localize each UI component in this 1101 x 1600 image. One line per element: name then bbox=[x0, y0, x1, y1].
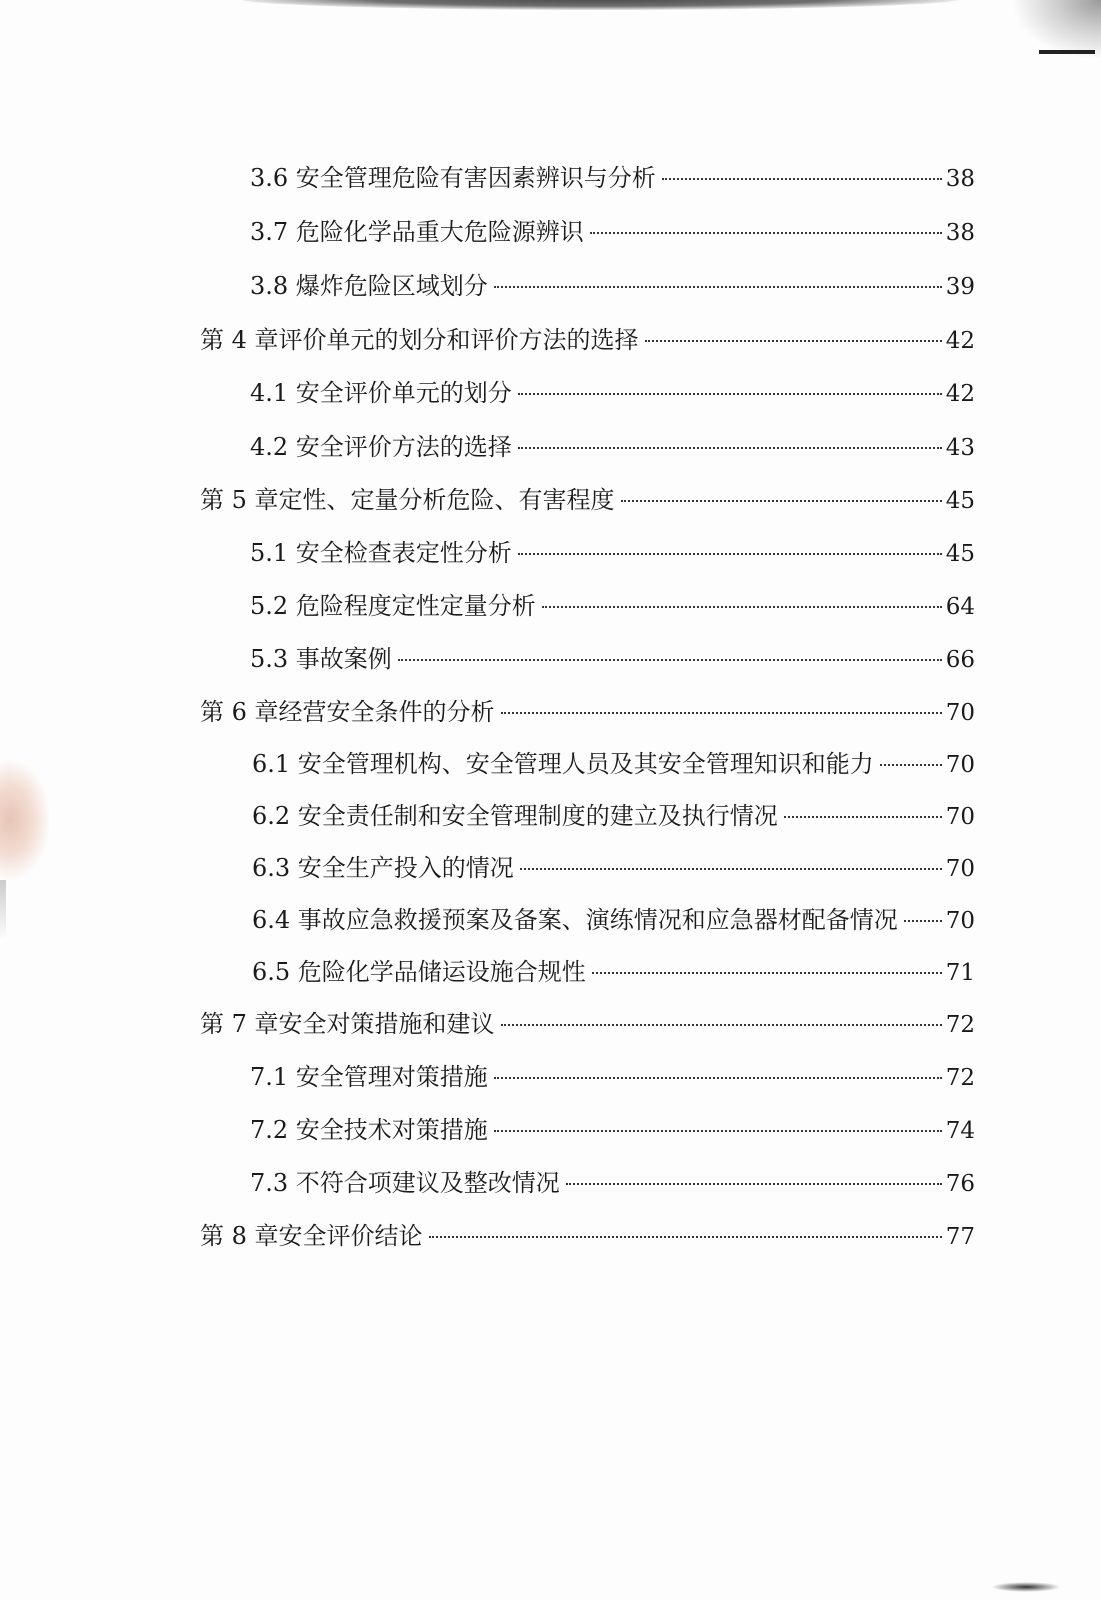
toc-entry-title: 3.8 爆炸危险区域划分 bbox=[250, 272, 488, 300]
toc-dot-leader bbox=[518, 393, 942, 395]
toc-entry-page: 71 bbox=[945, 960, 975, 986]
toc-dot-leader bbox=[520, 868, 942, 870]
toc-dot-leader bbox=[662, 178, 942, 180]
toc-entry-title: 5.1 安全检查表定性分析 bbox=[250, 539, 512, 567]
toc-entry-page: 39 bbox=[945, 274, 975, 300]
toc-entry-title: 5.2 危险程度定性定量分析 bbox=[250, 592, 536, 620]
toc-dot-leader bbox=[904, 920, 942, 922]
toc-entry bbox=[250, 591, 975, 622]
toc-dot-leader bbox=[494, 1130, 942, 1132]
toc-entry-title: 6.1 安全管理机构、安全管理人员及其安全管理知识和能力 bbox=[252, 750, 874, 778]
toc-entry-page: 70 bbox=[945, 908, 975, 934]
toc-dot-leader bbox=[784, 816, 942, 818]
toc-dot-leader bbox=[518, 447, 942, 449]
toc-entry-page: 64 bbox=[945, 594, 975, 620]
toc-entry bbox=[252, 957, 975, 988]
toc-entry-title: 3.6 安全管理危险有害因素辨识与分析 bbox=[250, 164, 656, 192]
toc-entry-page: 66 bbox=[945, 647, 975, 673]
toc-chapter-entry bbox=[200, 325, 975, 356]
toc-entry bbox=[250, 217, 975, 248]
toc-entry-page: 38 bbox=[945, 166, 975, 192]
toc-entry-title: 5.3 事故案例 bbox=[250, 645, 392, 673]
toc-entry bbox=[252, 749, 975, 780]
toc-entry-page: 70 bbox=[945, 700, 975, 726]
toc-entry bbox=[250, 538, 975, 569]
toc-dot-leader bbox=[592, 972, 942, 974]
toc-entry-title: 6.5 危险化学品储运设施合规性 bbox=[252, 958, 586, 986]
toc-entry bbox=[250, 432, 975, 463]
toc-chapter-entry bbox=[200, 1009, 975, 1040]
toc-entry bbox=[250, 1062, 975, 1093]
toc-dot-leader bbox=[494, 286, 942, 288]
toc-chapter-entry bbox=[200, 1221, 975, 1252]
toc-entry-page: 38 bbox=[945, 220, 975, 246]
toc-entry-title: 7.1 安全管理对策措施 bbox=[250, 1063, 488, 1091]
toc-entry bbox=[250, 378, 975, 409]
toc-entry-title: 第 5 章定性、定量分析危险、有害程度 bbox=[200, 486, 615, 514]
toc-entry bbox=[252, 801, 975, 832]
toc-dot-leader bbox=[590, 232, 942, 234]
toc-chapter-entry bbox=[200, 485, 975, 516]
toc-entry-page: 77 bbox=[945, 1224, 975, 1250]
toc-dot-leader bbox=[518, 553, 942, 555]
toc-entry-title: 6.2 安全责任制和安全管理制度的建立及执行情况 bbox=[252, 802, 778, 830]
toc-dot-leader bbox=[566, 1183, 942, 1185]
toc-dot-leader bbox=[494, 1077, 942, 1079]
toc-dot-leader bbox=[645, 340, 942, 342]
toc-dot-leader bbox=[621, 500, 942, 502]
toc-entry-title: 6.3 安全生产投入的情况 bbox=[252, 854, 514, 882]
toc-dot-leader bbox=[501, 712, 942, 714]
toc-dot-leader bbox=[429, 1236, 942, 1238]
toc-entry-title: 4.2 安全评价方法的选择 bbox=[250, 433, 512, 461]
toc-entry bbox=[252, 853, 975, 884]
toc-dot-leader bbox=[880, 764, 942, 766]
toc-entry-title: 4.1 安全评价单元的划分 bbox=[250, 379, 512, 407]
toc-entry-title: 6.4 事故应急救援预案及备案、演练情况和应急器材配备情况 bbox=[252, 906, 898, 934]
toc-entry bbox=[250, 1115, 975, 1146]
toc-entry bbox=[250, 644, 975, 675]
toc-entry-page: 70 bbox=[945, 752, 975, 778]
toc-entry-page: 43 bbox=[945, 435, 975, 461]
toc-entry bbox=[250, 1168, 975, 1199]
toc-entry-page: 42 bbox=[945, 381, 975, 407]
toc-entry-title: 3.7 危险化学品重大危险源辨识 bbox=[250, 218, 584, 246]
toc-entry-title: 7.2 安全技术对策措施 bbox=[250, 1116, 488, 1144]
toc-entry-page: 70 bbox=[945, 856, 975, 882]
toc-chapter-entry bbox=[200, 697, 975, 728]
toc-entry bbox=[250, 163, 975, 194]
toc-entry-title: 第 7 章安全对策措施和建议 bbox=[200, 1010, 495, 1038]
toc-entry-page: 45 bbox=[945, 488, 975, 514]
toc-entry-title: 第 6 章经营安全条件的分析 bbox=[200, 698, 495, 726]
toc-entry bbox=[250, 271, 975, 302]
toc-dot-leader bbox=[501, 1024, 942, 1026]
toc-entry-page: 74 bbox=[945, 1118, 975, 1144]
toc-entry-title: 7.3 不符合项建议及整改情况 bbox=[250, 1169, 560, 1197]
toc-entry bbox=[252, 905, 975, 936]
toc-entry-page: 42 bbox=[945, 328, 975, 354]
toc-entry-page: 45 bbox=[945, 541, 975, 567]
toc-entry-page: 72 bbox=[945, 1065, 975, 1091]
toc-dot-leader bbox=[542, 606, 942, 608]
toc-entry-title: 第 4 章评价单元的划分和评价方法的选择 bbox=[200, 326, 639, 354]
toc-entry-page: 72 bbox=[945, 1012, 975, 1038]
toc-entry-title: 第 8 章安全评价结论 bbox=[200, 1222, 423, 1250]
toc-dot-leader bbox=[398, 659, 942, 661]
toc-entry-page: 70 bbox=[945, 804, 975, 830]
toc-entry-page: 76 bbox=[945, 1171, 975, 1197]
